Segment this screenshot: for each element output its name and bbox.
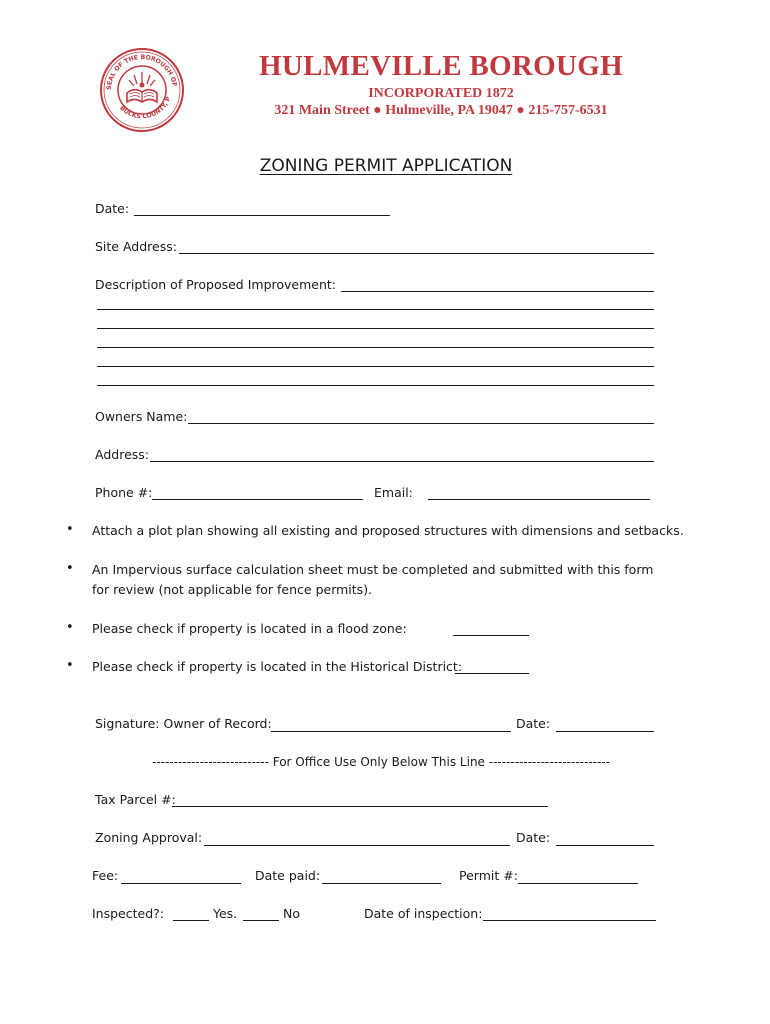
instruction-plot-plan: Attach a plot plan showing all existing and proposed structures with dimensions and setbacks.	[92, 523, 684, 538]
svg-text:SEAL OF THE BOROUGH OF HULMEVI: SEAL OF THE BOROUGH OF	[105, 53, 178, 91]
bullet-icon: •	[66, 522, 74, 537]
description-input-line[interactable]	[341, 291, 654, 292]
instruction-historical: Please check if property is located in the Historical District:	[92, 659, 463, 674]
permit-input-line[interactable]	[518, 883, 638, 884]
inspected-label: Inspected?:	[92, 906, 164, 921]
inspection-date-input-line[interactable]	[483, 920, 656, 921]
signature-label: Signature: Owner of Record:	[95, 716, 272, 731]
svg-text:BUCKS COUNTY, PA.: BUCKS COUNTY, P	[118, 96, 173, 121]
flood-zone-check-line[interactable]	[453, 635, 529, 636]
incorporated-text: INCORPORATED 1872	[368, 86, 514, 101]
org-name: HULMEVILLE BOROUGH	[259, 50, 623, 82]
yes-label: Yes.	[213, 906, 238, 921]
email-input-line[interactable]	[428, 499, 650, 500]
address-input-line[interactable]	[150, 461, 654, 462]
description-line[interactable]	[97, 309, 654, 310]
description-line[interactable]	[97, 328, 654, 329]
office-use-divider: --------------------------- For Office Use Only Below This Line ----------------------------	[152, 755, 610, 769]
form-title: ZONING PERMIT APPLICATION	[259, 156, 513, 176]
address-label: Address:	[95, 447, 149, 462]
bullet-icon: •	[66, 658, 74, 673]
fee-label: Fee:	[92, 868, 119, 883]
inspection-date-label: Date of inspection:	[364, 906, 483, 921]
instruction-impervious: An Impervious surface calculation sheet must be completed and submitted with this form for review (not applicable for fence permits).	[92, 562, 654, 597]
site-address-input-line[interactable]	[179, 253, 654, 254]
zoning-date-input-line[interactable]	[556, 845, 654, 846]
zoning-approval-label: Zoning Approval:	[95, 830, 203, 845]
owners-name-input-line[interactable]	[188, 423, 654, 424]
instruction-flood-zone: Please check if property is located in a flood zone:	[92, 621, 407, 636]
zoning-date-label: Date:	[516, 830, 551, 845]
inspected-no-line[interactable]	[243, 920, 279, 921]
description-line[interactable]	[97, 385, 654, 386]
bullet-icon: •	[66, 620, 74, 635]
inspected-yes-line[interactable]	[173, 920, 209, 921]
borough-seal	[99, 47, 185, 133]
org-address: 321 Main Street ● Hulmeville, PA 19047 ● 215-757-6531	[274, 103, 608, 118]
description-line[interactable]	[97, 347, 654, 348]
tax-parcel-input-line[interactable]	[172, 806, 548, 807]
site-address-label: Site Address:	[95, 239, 177, 254]
tax-parcel-label: Tax Parcel #:	[95, 792, 176, 807]
phone-label: Phone #:	[95, 485, 153, 500]
email-label: Email:	[374, 485, 413, 500]
zoning-approval-input-line[interactable]	[204, 845, 510, 846]
description-line[interactable]	[97, 366, 654, 367]
description-label: Description of Proposed Improvement:	[95, 277, 337, 292]
fee-input-line[interactable]	[121, 883, 241, 884]
signature-date-input-line[interactable]	[556, 731, 654, 732]
bullet-icon: •	[66, 561, 74, 576]
phone-input-line[interactable]	[152, 499, 363, 500]
date-label: Date:	[95, 201, 130, 216]
date-paid-label: Date paid:	[255, 868, 321, 883]
date-paid-input-line[interactable]	[322, 883, 441, 884]
historical-check-line[interactable]	[455, 673, 529, 674]
date-input-line[interactable]	[134, 215, 390, 216]
no-label: No	[283, 906, 300, 921]
owners-name-label: Owners Name:	[95, 409, 188, 424]
signature-date-label: Date:	[516, 716, 551, 731]
permit-label: Permit #:	[459, 868, 518, 883]
signature-input-line[interactable]	[271, 731, 511, 732]
